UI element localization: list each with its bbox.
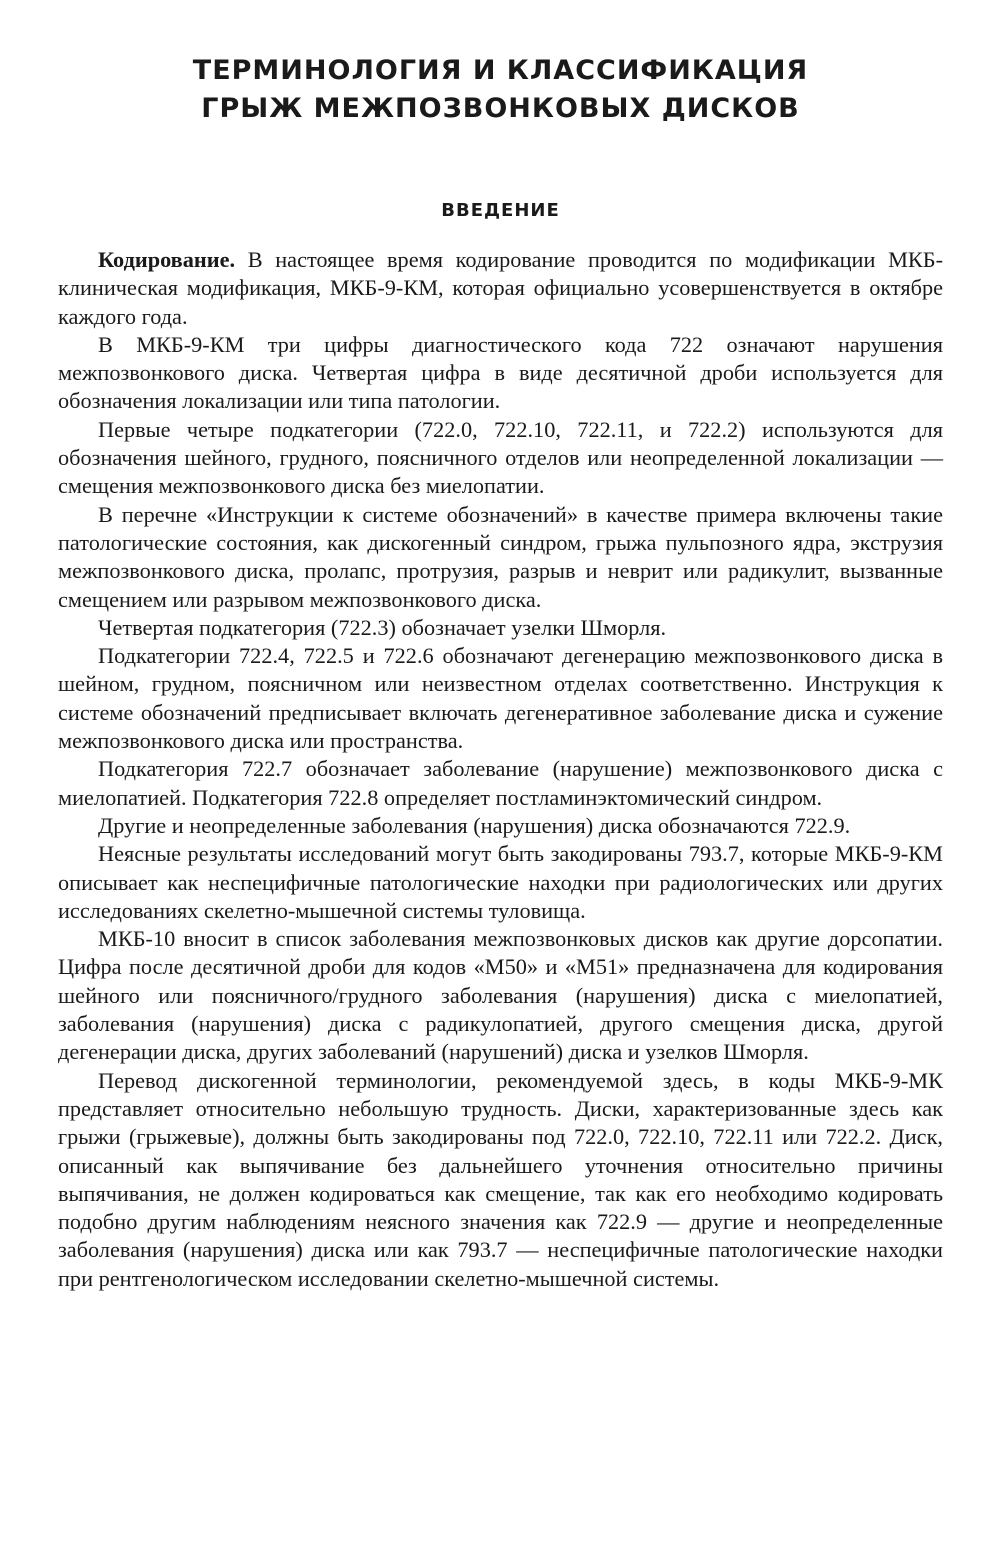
paragraph — [58, 246, 943, 331]
paragraph-text: Неясные результаты исследований могут быть закодированы 793.7, которые МКБ-9-КМ описывает как неспецифичные патологические находки при радиологических или других исследованиях скелетно-мышечной системы туловища. — [58, 841, 943, 923]
paragraph — [58, 840, 943, 925]
paragraph-text: Перевод дискогенной терминологии, рекомендуемой здесь, в коды МКБ-9-МК представляет относительно небольшую трудность. Диски, характеризованные здесь как грыжи (грыжевые), должны быть закодированы под 722.0, 722.10, 722.11 или 722.2. Диск, описанный как выпячивание без дальнейшего уточнения относительно причины выпячивания, не должен кодироваться как смещение, так как его необходимо кодировать подобно другим наблюдениям неясного значения как 722.9 — другие и неопределенные заболевания (нарушения) диска или как 793.7 — неспецифичные патологические находки при рентгенологическом исследовании скелетно-мышечной системы. — [58, 1067, 943, 1291]
section-heading: ВВЕДЕНИЕ — [441, 200, 560, 221]
paragraph — [58, 1067, 943, 1293]
paragraph-text: В МКБ-9-КМ три цифры диагностического кода 722 означают нарушения межпозвонкового диска. Четвертая цифра в виде десятичной дроби используется для обозначения локализации или типа патологии. — [58, 331, 943, 414]
paragraph — [58, 331, 943, 416]
paragraph-text: Подкатегории 722.4, 722.5 и 722.6 обозначают дегенерацию межпозвонкового диска в шейном, грудном, поясничном или неизвестном отделах соответственно. Инструкция к системе обозначений предписывает включать дегенеративное заболевание диска и сужение межпозвонкового диска или пространства. — [58, 643, 943, 754]
paragraph — [58, 755, 943, 812]
paragraph-text: Первые четыре подкатегории (722.0, 722.10, 722.11, и 722.2) используются для обозначения шейного, грудного, поясничного отделов или неопределенной локализации — смещения межпозвонкового диска без миелопатии. — [58, 416, 943, 499]
paragraph-text: МКБ-10 вносит в список заболевания межпозвонковых дисков как другие дорсопатии. Цифра после десятичной дроби для кодов «М50» и «М51» предназначена для кодирования шейного или поясничного/грудного заболевания (нарушения) диска с миелопатией, заболевания (нарушения) диска с радикулопатией, другого смещения диска, другой дегенерации диска, других заболеваний (нарушений) диска и узелков Шморля. — [58, 926, 943, 1065]
paragraph — [58, 614, 943, 642]
paragraph — [58, 501, 943, 614]
paragraph-text: Четвертая подкатегория (722.3) обозначает узелки Шморля. — [98, 614, 667, 640]
title-line-2: ГРЫЖ МЕЖПОЗВОНКОВЫХ ДИСКОВ — [201, 93, 800, 124]
paragraph — [58, 925, 943, 1066]
paragraph-lead: Кодирование. — [98, 247, 236, 272]
paragraph — [58, 642, 943, 755]
paragraph — [58, 416, 943, 501]
paragraph — [58, 812, 943, 840]
paragraph-text: В настоящее время кодирование проводится по модификации МКБ-клиническая модификация, МКБ-9-КМ, которая официально усовершенствуется в октябре каждого года. — [58, 247, 943, 329]
document-body — [58, 246, 943, 1293]
document-title — [58, 52, 943, 128]
paragraph-text: Подкатегория 722.7 обозначает заболевание (нарушение) межпозвонкового диска с миелопатией. Подкатегория 722.8 определяет постламинэктомический синдром. — [58, 756, 943, 810]
paragraph-text: В перечне «Инструкции к системе обозначений» в качестве примера включены такие патологические состояния, как дискогенный синдром, грыжа пульпозного ядра, экструзия межпозвонкового диска, пролапс, протрузия, разрыв и неврит или радикулит, вызванные смещением или разрывом межпозвонкового диска. — [58, 501, 943, 612]
title-line-1: ТЕРМИНОЛОГИЯ И КЛАССИФИКАЦИЯ — [192, 55, 809, 86]
paragraph-text: Другие и неопределенные заболевания (нарушения) диска обозначаются 722.9. — [98, 812, 851, 838]
